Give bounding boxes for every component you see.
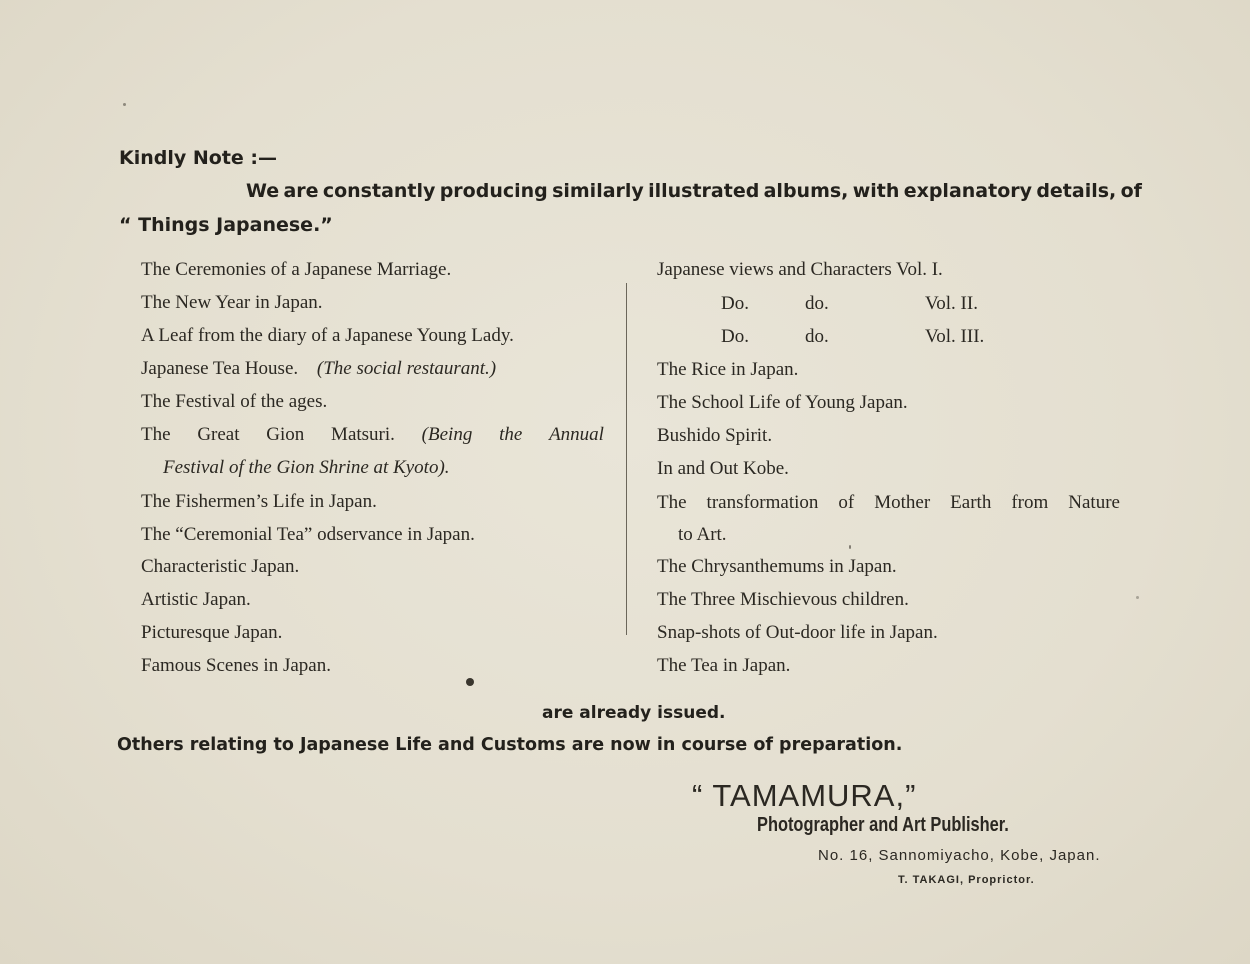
list-item: The School Life of Young Japan. <box>657 392 908 413</box>
column-divider <box>626 283 627 635</box>
intro-word: are <box>283 180 319 202</box>
transformation-word: Mother <box>874 492 931 513</box>
do-label: Do. <box>721 293 749 314</box>
proprietor-line: T. TAKAGI, Proprictor. <box>898 874 1035 886</box>
list-item-continuation: to Art. <box>678 524 727 545</box>
transformation-word: Nature <box>1068 492 1120 513</box>
already-issued-line: are already issued. <box>542 703 726 723</box>
list-item-continuation: Festival of the Gion Shrine at Kyoto). <box>163 457 450 478</box>
vol-label: Vol. II. <box>925 293 978 314</box>
things-japanese-heading: “ Things Japanese.” <box>119 214 333 236</box>
tea-house-title: Japanese Tea House. <box>141 358 299 379</box>
do-small-label: do. <box>805 326 829 347</box>
list-item: The New Year in Japan. <box>141 292 323 313</box>
list-item: The Tea in Japan. <box>657 655 791 676</box>
gion-note-word: the <box>499 424 523 445</box>
studio-name: “ TAMAMURA,” <box>692 778 917 813</box>
transformation-word: Earth <box>950 492 992 513</box>
gion-word: The <box>141 424 171 445</box>
list-item: In and Out Kobe. <box>657 458 789 479</box>
paper-speck <box>849 545 851 549</box>
intro-word: of <box>1120 180 1142 202</box>
transformation-word: transformation <box>706 492 819 513</box>
list-item <box>141 357 496 381</box>
do-small-label: do. <box>805 293 829 314</box>
list-item: Picturesque Japan. <box>141 622 283 643</box>
intro-word: We <box>246 180 280 202</box>
ink-dot <box>466 678 474 686</box>
transformation-line <box>657 491 1120 515</box>
paper-speck <box>1136 596 1139 599</box>
gion-note-word: (Being <box>421 424 473 445</box>
paper-speck <box>123 103 126 106</box>
list-item: Characteristic Japan. <box>141 556 300 577</box>
list-item: The Rice in Japan. <box>657 359 799 380</box>
list-item: Artistic Japan. <box>141 589 251 610</box>
list-item: Japanese views and Characters Vol. I. <box>657 259 943 280</box>
transformation-word: of <box>838 492 855 513</box>
studio-address: No. 16, Sannomiyacho, Kobe, Japan. <box>818 847 1101 864</box>
intro-line <box>246 180 1142 202</box>
studio-role: Photographer and Art Publisher. <box>757 814 1009 836</box>
list-item: The Festival of the ages. <box>141 391 328 412</box>
intro-word: details, <box>1036 180 1117 202</box>
transformation-word: from <box>1011 492 1049 513</box>
gion-note-word: Annual <box>549 424 604 445</box>
gion-word: Matsuri. <box>331 424 395 445</box>
intro-word: similarly <box>552 180 644 202</box>
intro-word: explanatory <box>903 180 1033 202</box>
kindly-note-heading: Kindly Note :— <box>119 147 278 169</box>
transformation-word: The <box>657 492 687 513</box>
intro-word: producing <box>439 180 548 202</box>
list-item: Bushido Spirit. <box>657 425 773 446</box>
list-item: The “Ceremonial Tea” odservance in Japan. <box>141 524 475 545</box>
list-item <box>141 423 604 447</box>
vol-label: Vol. III. <box>925 326 985 347</box>
intro-word: with <box>852 180 900 202</box>
do-label: Do. <box>721 326 749 347</box>
list-item: The Chrysanthemums in Japan. <box>657 556 897 577</box>
gion-line <box>141 423 604 447</box>
intro-word: illustrated <box>648 180 760 202</box>
gion-word: Great <box>197 424 240 445</box>
gion-word: Gion <box>266 424 305 445</box>
in-preparation-line: Others relating to Japanese Life and Customs are now in course of preparation. <box>117 735 903 755</box>
intro-word: constantly <box>322 180 436 202</box>
list-item: The Three Mischievous children. <box>657 589 909 610</box>
list-item: A Leaf from the diary of a Japanese Young Lady. <box>141 325 514 346</box>
list-item: Famous Scenes in Japan. <box>141 655 331 676</box>
list-item: Snap-shots of Out-door life in Japan. <box>657 622 938 643</box>
list-item: The Ceremonies of a Japanese Marriage. <box>141 259 452 280</box>
intro-word: albums, <box>763 180 849 202</box>
list-item: The Fishermen’s Life in Japan. <box>141 491 377 512</box>
tea-house-note: (The social restaurant.) <box>316 358 497 379</box>
list-item <box>657 491 1120 515</box>
